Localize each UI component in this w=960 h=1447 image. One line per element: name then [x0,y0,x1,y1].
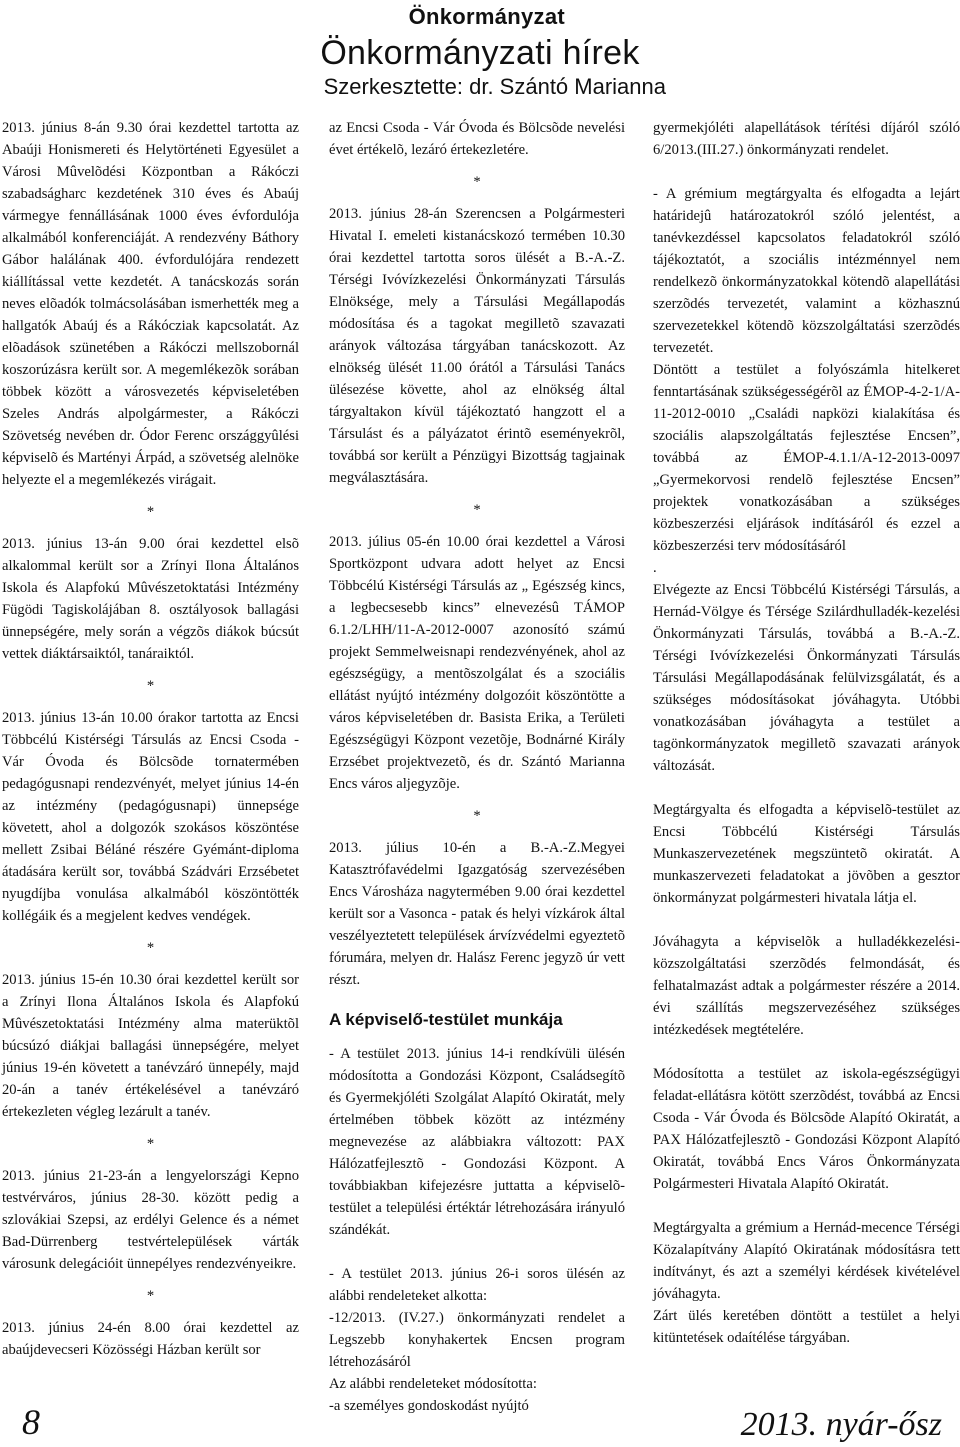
section-separator: * [146,504,155,520]
article-paragraph: - A testület 2013. június 14-i rendkívüli ülésén módosította a Gondozási Központ, Családsegítõ és Gyermekjóléti Szolgálat Alapító Okiratát, mely értelmében többek között az intézmény megnevezése az alábbiakra változott: PAX Hálózatfejlesztõ - Gondozási Központ. A továbbiakban kifejezésre juttatta a képviselõ-testület a települési értéktár létrehozására irányuló szándékát. [329,1046,625,1238]
section-separator: * [473,808,481,824]
subsection-heading: A képviselő-testület munkája [329,1010,563,1029]
article-paragraph: Döntött a testület a folyószámla hitelkeret fenntartásának szükségességérõl az ÉMOP-4-2-1/A-11-2012-0010 „Családi napközi kialakítása és szociális alapszolgáltatás fejlesztése Encsen”, továbbá az ÉMOP-4.1.1/A-12-2013-0097 „Gyermekorvosi rendelõ fejlesztése Encsen” projektek vonatkozásában a szükséges közbeszerzési eljárások indításáról és ezzel a közbeszerzési terv módosításáról [653,362,960,554]
paragraph-spacer [653,909,960,931]
paragraph-spacer [653,161,960,183]
section-separator: * [473,174,481,190]
article-paragraph: -12/2013. (IV.27.) önkormányzati rendelet a Legszebb konyhakertek Encsen program létrehozásáról [329,1310,625,1370]
article-paragraph: 2013. június 13-án 10.00 órakor tartotta az Encsi Többcélú Kistérségi Társulás az Encsi Csoda - Vár Óvoda és Bölcsõde tornatermében pedagógusnapi rendezvényét, melyet június 14-én az intézmény (pedagógusnapi) ünnepsége követett, ahol a dolgozók szokásos köszöntése mellett Zsibai Béláné részére Gyémánt-diploma átadására került sor, továbbá Szádvári Erzsébetet nyugdíjba vonulása alkalmából köszöntötték kollégáik és a megjelent kedves vendégek. [2,710,299,924]
article-paragraph: Jóváhagyta a képviselõk a hulladékkezelési-közszolgáltatási szerzõdés felmondását, és felhatalmazást adtak a polgármester részére a 2014. évi szállítás megszervezéséhez szükséges intézkedések megtételére. [653,934,960,1038]
article-paragraph: - A grémium megtárgyalta és elfogadta a lejárt határidejû határozatokról szóló jelentést, a tanévkezdéssel kapcsolatos feladatokról szóló tájékoztatót, a szociális intézménnyel nem rendelkezõ önkormányzatokkal kötendõ alapellátási szerzõdés tervezetét, valamint a közhasznú szervezetekkel kötendõ közszolgáltatási szerzõdés tervezetét. [653,186,960,356]
article-paragraph: - A testület 2013. június 26-i soros ülésén az alábbi rendeleteket alkotta: [329,1266,625,1304]
article-paragraph: 2013. június 28-án Szerencsen a Polgármesteri Hivatal I. emeleti kistanácskozó termében 10.30 órai kezdettel tartotta soros ülését a B.-A.-Z. Térségi Ivóvízkezelési Önkormányzati Társulás Elnöksége, mely a Társulási Megállapodás módosítása és a tagokat megilletõ szavazati arányok változása tárgyában tanácskozott. Az elnökség ülését 11.00 órától a Társulási Tanács ülésezése követte, ahol az elnökség által tárgyaltakon kívül tájékoztató hangzott el a Társulást és a pályázatot érintõ eseményekrõl, továbbá sor került a Pénzügyi Bizottság tagjainak megválasztására. [329,206,625,486]
article-paragraph: 2013. június 24-én 8.00 órai kezdettel az abaújdevecseri Közösségi Házban került sor [2,1320,299,1358]
paragraph-spacer [329,1241,625,1263]
page-title: Önkormányzati hírek [320,34,640,72]
article-paragraph: 2013. június 13-án 9.00 órai kezdettel elsõ alkalommal került sor a Zrínyi Ilona Általános Iskola és Alapfokú Mûvészetoktatási Intézmény Fügödi Tagiskolájában 8. osztályosok ballagási ünnepségére, mely során a végzõs diákok búcsút vettek diáktársaiktól, tanáraiktól. [2,536,299,662]
article-paragraph: Elvégezte az Encsi Többcélú Kistérségi Társulás, a Hernád-Völgye és Térsége Szilárdhulladék-kezelési Önkormányzati Társulás, továbbá a B.-A.-Z. Térségi Ivóvízkezelési Önkormányzati Társulás Társulási Megállapodásának felülvizsgálatát, és a szükséges módosításokat jóváhagyta. Utóbbi vonatkozásában jóváhagyta a testület a tagönkormányzatok megilletõ szavazati arányok változását. [653,582,960,774]
article-paragraph: gyermekjóléti alapellátások térítési díjáról szóló 6/2013.(III.27.) önkormányzati rendelet. [653,120,960,158]
editor-credit: Szerkesztette: dr. Szántó Marianna [323,74,666,99]
section-separator: * [146,678,155,694]
article-paragraph: Zárt ülés keretében döntött a testület a helyi kitüntetések odaítélése tárgyában. [653,1308,960,1346]
issue-label: 2013. nyár-ősz [740,1406,942,1443]
article-paragraph: 2013. június 8-án 9.30 órai kezdettel tartotta az Abaúji Honismereti és Helytörténeti Egyesület a Városi Mûvelõdési Központban a Rákóczi szabadságharc kezdetének 310 éves és Abaúj vármegye fennállásának 1000 éves évfordulója alkalmából konferenciáját. A rendezvény Báthory Gábor halálának 400. évfordulójára rendezett kiállítással vette kezdetét. A tanácskozás során neves elõadók tolmácsolásában ismerhették meg a hallgatók Abaúj és a Rákócziak kapcsolatát. Az elõadások szünetében a Rákóczi mellszobornál koszorúzásra került sor. A megemlékezõk sorában többek között a városvezetés képviseletében Szeles András alpolgármester, a Rákóczi Szövetség nevében dr. Ódor Ferenc országgyûlési képviselõ és Martényi Árpád, a szövetség alelnöke helyezte el a megemlékezés virágait. [2,120,299,488]
article-paragraph: 2013. június 15-én 10.30 órai kezdettel került sor a Zrínyi Ilona Általános Iskola és Alapfokú Mûvészetoktatási Intézmény alma materüktõl búcsúzó diákjai ballagási ünnepségére, melyet június 19-én követett a tanévzáró ünnepély, majd 20-án a tanév értékelésével a tanévzáró értekezleten végleg lezárult a tanév. [2,972,299,1120]
section-label: Önkormányzat [408,4,565,29]
paragraph-spacer [653,1041,960,1063]
article-paragraph: . [653,560,657,576]
page-number: 8 [22,1402,40,1442]
article-paragraph: 2013. július 05-én 10.00 órai kezdettel a Városi Sportközpont udvara adott helyet az Encsi Többcélú Kistérségi Társulás az „ Egészség kincs, a legbecsesebb kincs” elnevezésû TÁMOP 6.1.2/LHH/11-A-2012-0007 azonosító számú projekt Semmelweisnapi rendezvényének, ahol az egészségügy, a mentõszolgálat és a szociális ellátást nyújtó intézmény dolgozóit köszöntötte a város képviseletében dr. Basista Erika, a Területi Egészségügyi Központ vezetõje, Bodnárné Király Erzsébet projektvezetõ, és dr. Szántó Marianna Encs város aljegyzõje. [329,534,625,792]
paragraph-spacer [653,1195,960,1217]
section-separator: * [146,940,155,956]
section-separator: * [146,1136,155,1152]
section-separator: * [473,502,481,518]
article-paragraph: 2013. június 21-23-án a lengyelországi Kepno testvérváros, június 28-30. között pedig a szlovákiai Szepsi, az erdélyi Gelence és a német Bad-Dürrenberg testvértelepülések várták városunk delegációit ünnepélyes rendezvényeikre. [2,1168,299,1272]
article-paragraph: 2013. július 10-én a B.-A.-Z.Megyei Katasztrófavédelmi Igazgatóság szervezésében Encs Városháza nagytermében 9.00 órai kezdettel került sor a Vasonca - patak és helyi vízkárok által veszélyeztetett települések árvízvédelmi egyeztetõ fórumára, melyen dr. Halász Ferenc jegyzõ úr vett részt. [329,840,625,988]
article-paragraph: Megtárgyalta és elfogadta a képviselõ-testület az Encsi Többcélú Kistérségi Társulás Munkaszervezetének megszüntetõ okiratát. A munkaszervezeti feladatokat a jövõben a gesztor önkormányzat polgármesteri hivatala látja el. [653,802,960,906]
article-paragraph: az Encsi Csoda - Vár Óvoda és Bölcsõde nevelési évet értékelõ, lezáró értekezletére. [329,120,625,158]
article-paragraph: Az alábbi rendeleteket módosította: [329,1376,537,1392]
article-column-3 [653,117,960,1349]
paragraph-spacer [653,777,960,799]
section-separator: * [146,1288,155,1304]
article-column-1 [2,117,299,1361]
article-paragraph: Módosította a testület az iskola-egészségügyi feladat-ellátásra kötött szerzõdést, továbbá az Encsi Csoda - Vár Óvoda és Bölcsõde Alapító Okiratát, a PAX Hálózatfejlesztõ - Gondozási Központ Alapító Okiratát, továbbá Encs Város Önkormányzata Polgármesteri Hivatala Alapító Okiratát. [653,1066,960,1192]
article-paragraph: Megtárgyalta a grémium a Hernád-mecence Térségi Közalapítvány Alapító Okiratának módosításra tett indítványt, és azt a személyi kérdések kivételével jóváhagyta. [653,1220,960,1302]
article-paragraph: -a személyes gondoskodást nyújtó [329,1398,529,1414]
article-column-2 [329,117,625,1417]
